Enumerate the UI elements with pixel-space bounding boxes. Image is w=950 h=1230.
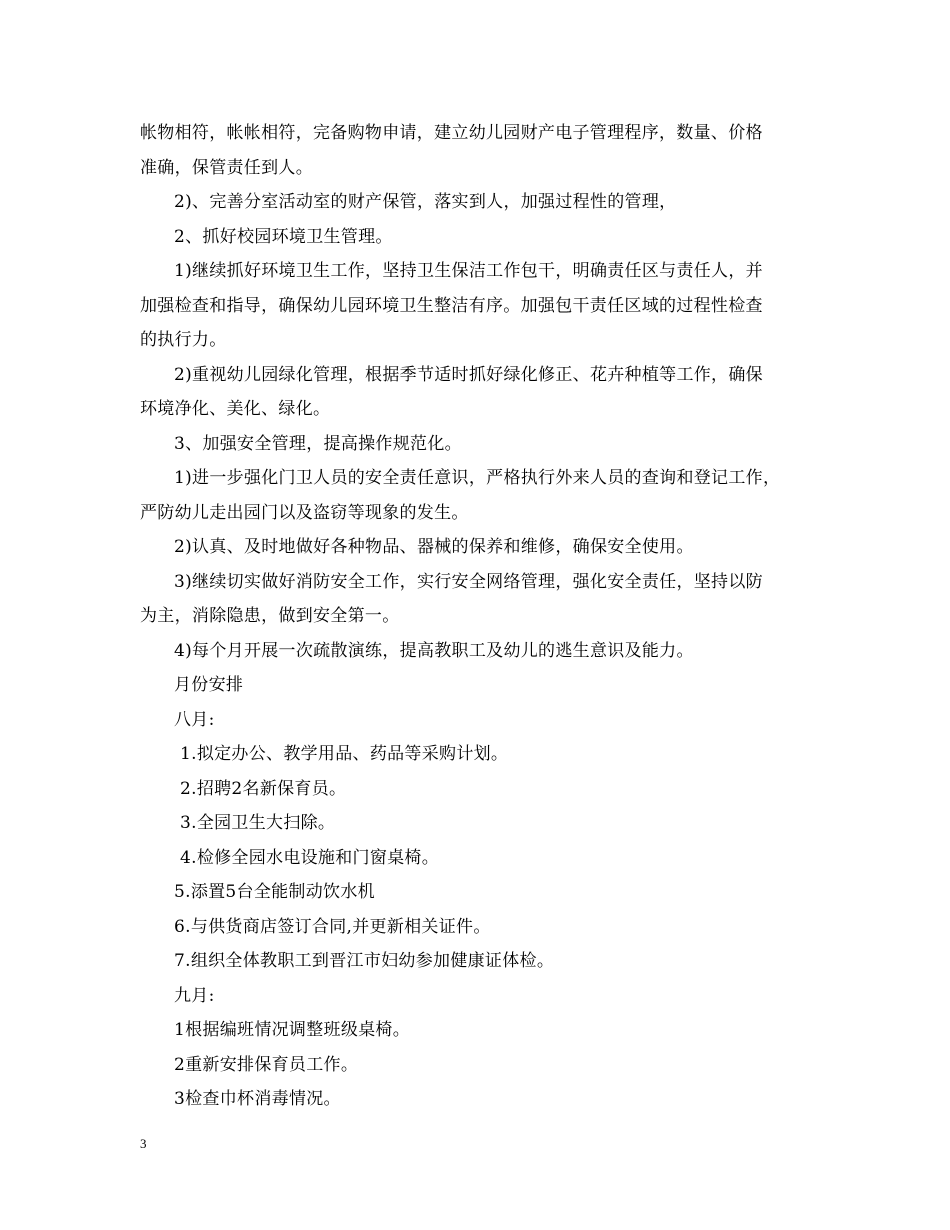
text-line: 3)继续切实做好消防安全工作，实行安全网络管理，强化安全责任，坚持以防 <box>174 571 763 592</box>
list-item: 1.拟定办公、教学用品、药品等采购计划。 <box>180 744 509 764</box>
list-item: 3检查巾杯消毒情况。 <box>174 1089 341 1109</box>
text-line: 的执行力。 <box>140 330 227 350</box>
list-item: 2.招聘2名新保育员。 <box>180 778 347 799</box>
text-line: 环境净化、美化、绿化。 <box>140 399 331 419</box>
section-heading: 月份安排 <box>174 675 244 695</box>
list-item: 3.全园卫生大扫除。 <box>180 813 336 833</box>
list-item: 7.组织全体教职工到晋江市妇幼参加健康证体检。 <box>174 951 555 971</box>
list-item: 1根据编班情况调整班级桌椅。 <box>174 1020 411 1040</box>
month-heading: 九月: <box>174 985 215 1006</box>
text-line: 严防幼儿走出园门以及盗窃等现象的发生。 <box>140 502 469 523</box>
section-heading: 2、抓好校园环境卫生管理。 <box>174 226 393 247</box>
text-line: 2)重视幼儿园绿化管理，根据季节适时抓好绿化修正、花卉种植等工作，确保 <box>174 364 763 385</box>
list-item: 5.添置5台全能制动饮水机 <box>174 882 375 902</box>
page-number: 3 <box>140 1136 147 1151</box>
text-line: 1)继续抓好环境卫生工作，坚持卫生保洁工作包干，明确责任区与责任人，并 <box>174 261 763 281</box>
text-line: 帐物相符，帐帐相符，完备购物申请，建立幼儿园财产电子管理程序，数量、价格 <box>140 123 763 143</box>
list-item: 2重新安排保育员工作。 <box>174 1054 359 1075</box>
text-line: 1)进一步强化门卫人员的安全责任意识，严格执行外来人员的查询和登记工作， <box>174 468 781 488</box>
list-item: 6.与供货商店签订合同,并更新相关证件。 <box>174 916 491 937</box>
month-heading: 八月: <box>174 709 215 730</box>
text-line: 加强检查和指导，确保幼儿园环境卫生整洁有序。加强包干责任区域的过程性检查 <box>140 295 763 316</box>
list-item: 4.检修全园水电设施和门窗桌椅。 <box>180 847 440 868</box>
text-line: 为主，消除隐患，做到安全第一。 <box>140 606 400 626</box>
text-line: 2)认真、及时地做好各种物品、器械的保养和维修，确保安全使用。 <box>174 537 694 557</box>
text-line: 2)、完善分室活动室的财产保管，落实到人，加强过程性的管理， <box>174 192 677 212</box>
document-body <box>140 116 830 1117</box>
text-line: 4)每个月开展一次疏散演练，提高教职工及幼儿的逃生意识及能力。 <box>174 640 694 661</box>
section-heading: 3、加强安全管理，提高操作规范化。 <box>174 433 462 454</box>
text-line: 准确，保管责任到人。 <box>140 157 313 178</box>
